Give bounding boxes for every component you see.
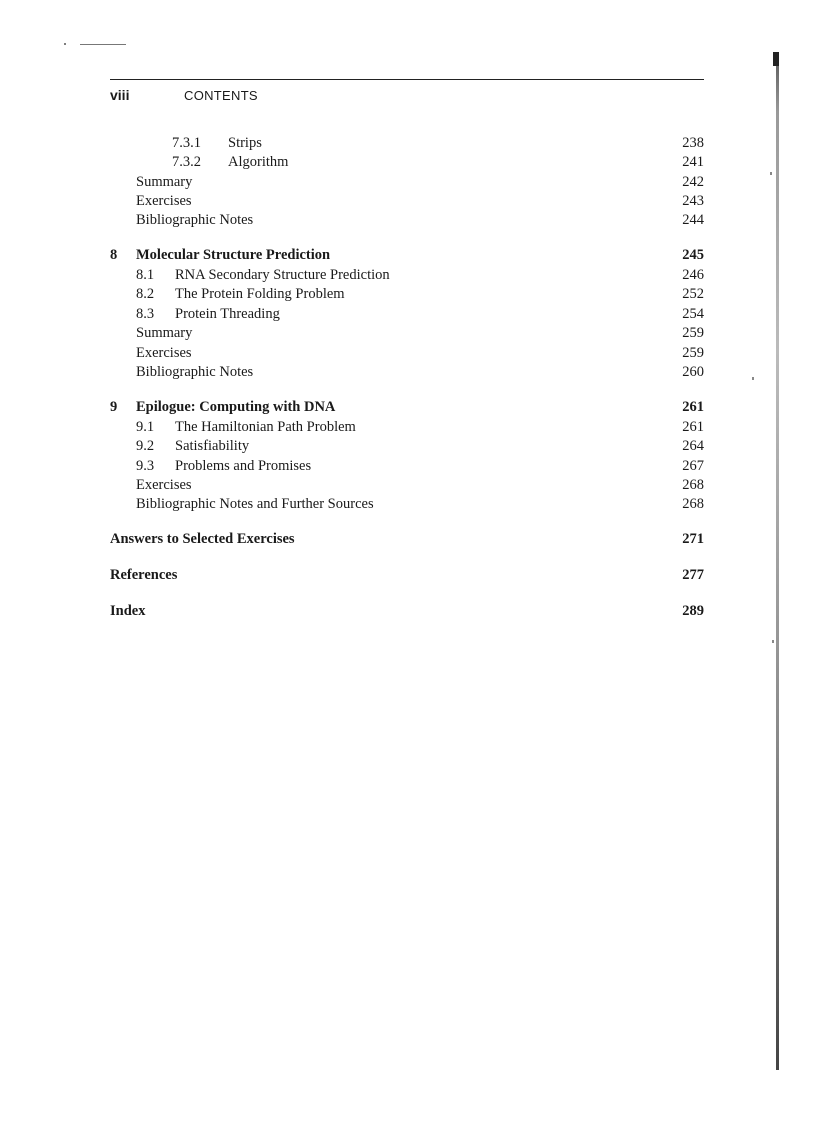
toc-entry-title: Summary <box>136 174 193 190</box>
toc-entry-title: Problems and Promises <box>175 458 312 474</box>
toc-entry <box>110 266 704 285</box>
toc-entry-page: 261 <box>682 399 704 415</box>
toc-entry <box>110 153 704 172</box>
toc-entry <box>110 457 704 476</box>
toc-entry-title: Summary <box>136 325 193 341</box>
scan-artifact-dash <box>80 44 126 45</box>
toc-entry-page: 289 <box>682 603 704 619</box>
toc-entry-number: 7.3.1 <box>172 135 201 151</box>
toc-entry-page: 267 <box>682 458 704 474</box>
running-head: CONTENTS <box>184 88 258 103</box>
toc-entry-number: 9 <box>110 399 118 415</box>
page-edge-notch <box>773 52 779 66</box>
toc-entry <box>110 530 704 549</box>
toc-entry-title: Satisfiability <box>175 438 250 454</box>
toc-entry <box>110 305 704 324</box>
toc-entry-title: The Hamiltonian Path Problem <box>175 419 356 435</box>
toc-entry-title: Index <box>110 603 146 619</box>
toc-entry-page: 252 <box>682 286 704 302</box>
toc-entry <box>110 211 704 230</box>
toc-entry-page: 264 <box>682 438 704 454</box>
toc-entry <box>110 495 704 514</box>
toc-entry-page: 277 <box>682 567 704 583</box>
toc-entry-title: Algorithm <box>228 154 289 170</box>
toc-entry-title: Bibliographic Notes <box>136 364 254 380</box>
toc-entry <box>110 285 704 304</box>
toc-entry-title: Bibliographic Notes <box>136 212 254 228</box>
toc-entry-number: 8.3 <box>136 306 155 322</box>
toc-entry-page: 259 <box>682 345 704 361</box>
toc-entry <box>110 344 704 363</box>
toc-entry-page: 238 <box>682 135 704 151</box>
page-number: viii <box>110 87 130 103</box>
toc-entry <box>110 566 704 585</box>
scan-artifact-dot <box>64 43 66 45</box>
toc-entry <box>110 602 704 621</box>
toc-entry-number: 8.2 <box>136 286 155 302</box>
page-edge-shadow <box>776 52 779 1070</box>
toc-entry-title: Exercises <box>136 477 192 493</box>
toc-entry-page: 254 <box>682 306 704 322</box>
toc-entry <box>110 398 704 417</box>
toc-entry-page: 268 <box>682 496 704 512</box>
toc-entry-title: Strips <box>228 135 262 151</box>
toc-entry-title: Answers to Selected Exercises <box>110 531 295 547</box>
toc-entry-page: 259 <box>682 325 704 341</box>
toc-entry-title: Exercises <box>136 345 192 361</box>
toc-entry-page: 244 <box>682 212 704 228</box>
toc-entry <box>110 418 704 437</box>
scan-speck <box>770 172 772 175</box>
toc-entry-title: Exercises <box>136 193 192 209</box>
toc-entry-number: 7.3.2 <box>172 154 201 170</box>
toc-entry-title: Molecular Structure Prediction <box>136 247 331 263</box>
toc-entry <box>110 134 704 153</box>
toc-entry <box>110 437 704 456</box>
toc-entry-title: RNA Secondary Structure Prediction <box>175 267 390 283</box>
toc-entry <box>110 173 704 192</box>
toc-entry-page: 271 <box>682 531 704 547</box>
scan-speck <box>752 377 754 380</box>
toc-entry-title: Bibliographic Notes and Further Sources <box>136 496 374 512</box>
toc-entry <box>110 192 704 211</box>
toc-entry-number: 9.2 <box>136 438 155 454</box>
toc-entry-number: 9.1 <box>136 419 155 435</box>
toc-entry <box>110 476 704 495</box>
toc-entry-title: Protein Threading <box>175 306 280 322</box>
toc-entry-page: 261 <box>682 419 704 435</box>
toc-entry <box>110 324 704 343</box>
toc-entry <box>110 363 704 382</box>
toc-entry-page: 242 <box>682 174 704 190</box>
toc-entry-number: 8.1 <box>136 267 155 283</box>
toc-entry-page: 260 <box>682 364 704 380</box>
toc-entry-page: 245 <box>682 247 704 263</box>
toc-entry <box>110 246 704 265</box>
toc-entry-number: 9.3 <box>136 458 155 474</box>
toc-entry-title: Epilogue: Computing with DNA <box>136 399 336 415</box>
toc-entry-page: 246 <box>682 267 704 283</box>
toc-entry-title: The Protein Folding Problem <box>175 286 345 302</box>
scan-speck <box>772 640 774 643</box>
toc-entry-page: 268 <box>682 477 704 493</box>
header-rule <box>110 79 704 80</box>
toc-entry-page: 243 <box>682 193 704 209</box>
toc-entry-title: References <box>110 567 178 583</box>
toc-entry-page: 241 <box>682 154 704 170</box>
toc-entry-number: 8 <box>110 247 118 263</box>
